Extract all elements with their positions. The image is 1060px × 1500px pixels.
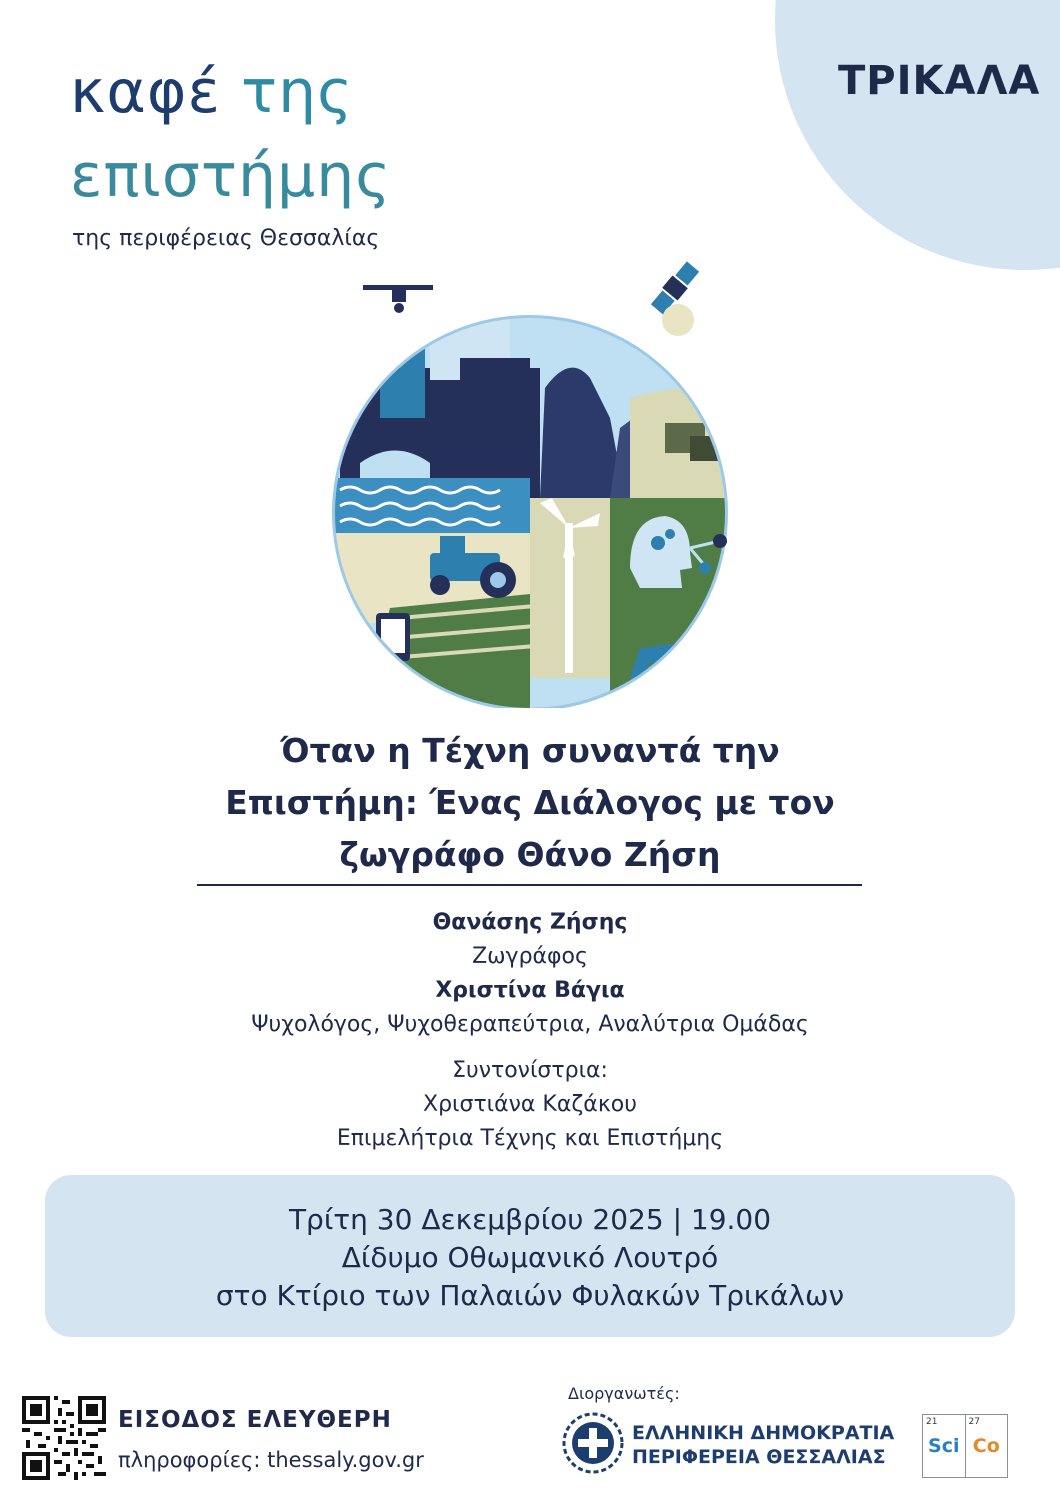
free-entry-label: ΕΙΣΟΔΟΣ ΕΛΕΥΘΕΡΗ [118,1407,392,1433]
scico-cell-sci [923,1415,966,1477]
hero-illustration [280,258,780,708]
moderator-name: Χριστιάνα Καζάκου [423,1092,637,1117]
event-venue: Δίδυμο Οθωμανικό Λουτρό [341,1241,719,1274]
scico-number-1: 21 [926,1417,938,1427]
moderator-label: Συντονίστρια: [452,1058,608,1083]
event-title-line3: ζωγράφο Θάνο Ζήση [339,835,721,874]
qr-code[interactable] [22,1396,106,1480]
logo-subtitle: της περιφέρειας Θεσσαλίας [72,226,380,251]
scico-number-2: 27 [968,1417,980,1427]
event-title-line2: Επιστήμη: Ένας Διάλογος με τον [225,783,835,822]
speaker-2-role: Ψυχολόγος, Ψυχοθεραπεύτρια, Αναλύτρια Ομάδας [251,1012,809,1037]
corner-circle-decoration [775,0,1060,270]
event-info-box [45,1175,1015,1337]
event-location: στο Κτίριο των Παλαιών Φυλακών Τρικάλων [215,1279,845,1312]
scico-cell-co [966,1415,1008,1477]
logo-word-tis: της [241,57,354,127]
speaker-1-name: Θανάσης Ζήσης [432,910,628,935]
event-title [130,725,930,881]
title-divider [197,884,862,886]
logo-word-kafe: καφέ [70,57,221,127]
scico-symbol-sci: Sci [928,1435,960,1457]
logo-title-line1 [70,58,353,126]
city-label: ΤΡΙΚΑΛΑ [838,58,1041,104]
organizer-gov-line2: ΠΕΡΙΦΕΡΕΙΑ ΘΕΣΣΑΛΙΑΣ [632,1446,886,1468]
hellenic-republic-emblem-icon [562,1412,624,1474]
logo-title-line2: επιστήμης [70,141,392,211]
spacer [130,1042,930,1054]
speaker-1-role: Ζωγράφος [472,944,588,969]
speakers-block [130,906,930,1156]
organizers-label: Διοργανωτές: [568,1384,680,1403]
organizer-gov-line1: ΕΛΛΗΝΙΚΗ ΔΗΜΟΚΡΑΤΙΑ [632,1422,895,1444]
info-link[interactable]: πληροφορίες: thessaly.gov.gr [118,1448,424,1472]
moderator-role: Επιμελήτρια Τέχνης και Επιστήμης [336,1126,724,1151]
speaker-2-name: Χριστίνα Βάγια [435,978,625,1003]
scico-logo [922,1414,1008,1478]
event-datetime: Τρίτη 30 Δεκεμβρίου 2025 | 19.00 [288,1203,772,1236]
event-title-line1: Όταν η Τέχνη συναντά την [280,731,780,770]
scico-symbol-co: Co [972,1435,1000,1457]
